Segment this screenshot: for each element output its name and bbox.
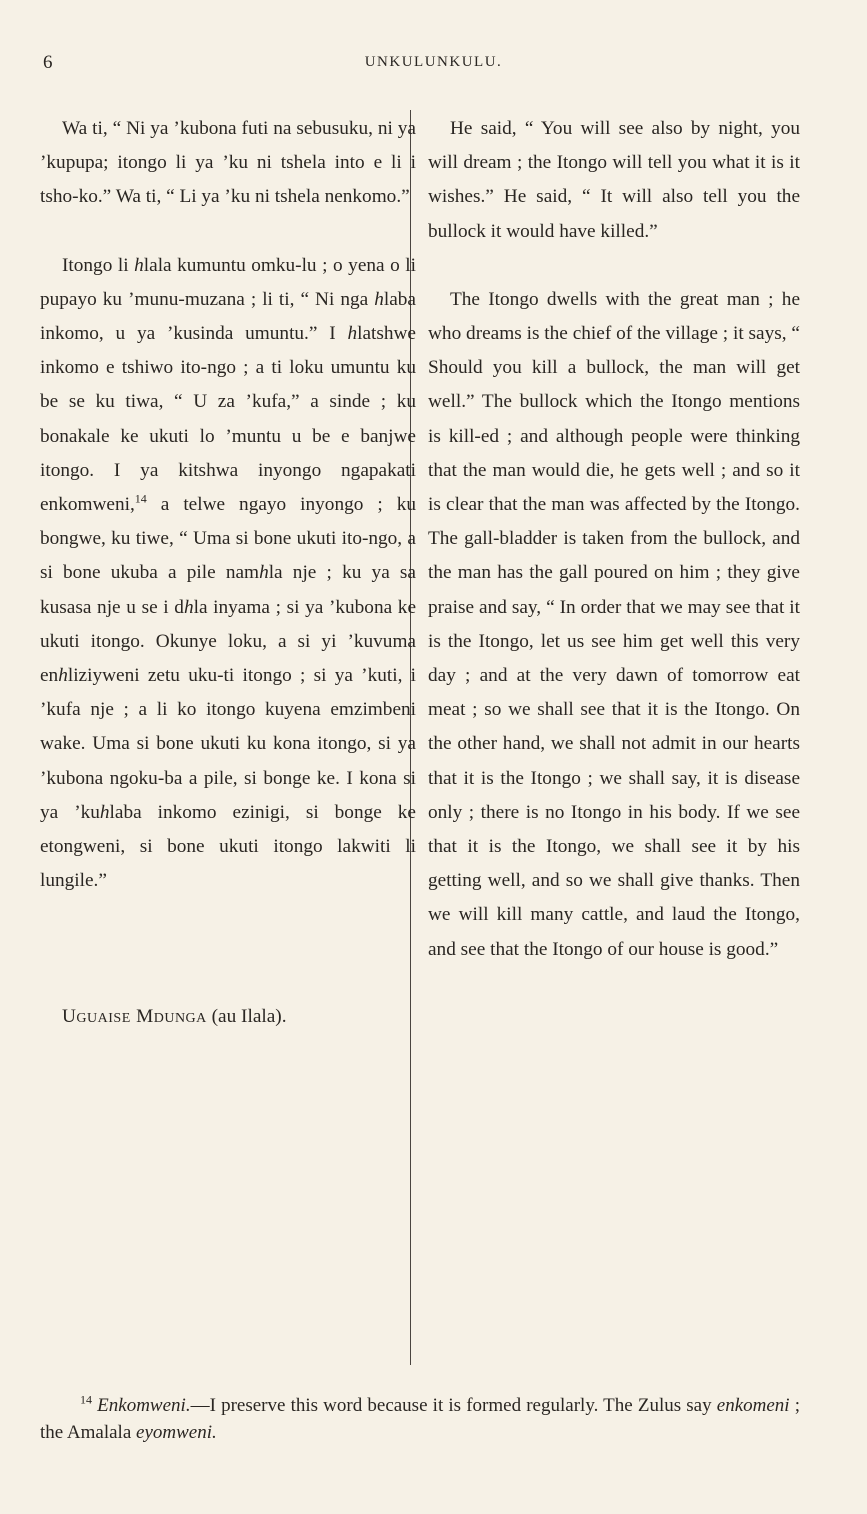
zulu-column [40,112,416,1035]
english-paragraph-2: The Itongo dwells with the great man ; he who dreams is the chief of the village ; it says, “ Should you kill a bullock, the man will get well.” The bullock which the Itongo mentions is kill-ed ; and although people were thinking that the man would die, he gets well ; and so it is clear that the man was affected by the Itongo. The gall-bladder is taken from the bullock, and the man has the gall poured on him ; they give praise and say, “ In order that we may see that it is the Itongo, let us see him get well this very day ; and at the very dawn of tomorrow eat meat ; so we shall see that it is the Itongo. On the other hand, we shall not admit in our hearts that it is the Itongo ; we shall say, it is disease only ; there is no Itongo in his body. If we see that it is the Itongo, we shall see it by his getting well, and so we shall give thanks. Then we will kill many cattle, and laud the Itongo, and see that the Itongo of our house is good.” [428,288,800,960]
signature-name: Uguaise Mdunga [62,1006,207,1028]
footnote-marker: 14 [80,1392,92,1407]
signature [40,1000,416,1034]
footnote-term-3: eyomweni. [136,1422,217,1443]
page-header [0,52,867,82]
english-column [428,112,800,967]
footnote [40,1392,800,1446]
page-number: 6 [43,52,53,73]
zulu-paragraph-2: Itongo li hlala kumuntu omku-lu ; o yena o li pupayo ku ’munu-muzana ; li ti, “ Ni nga hlaba inkomo, u ya ’kusinda umuntu.” I hlatshwe inkomo e tshiwo ito-ngo ; a ti loku umuntu ku be se ku tiwa, “ U za ’kufa,” a sinde ; ku bonakale ke ukuti lo ’muntu u be e banjwe itongo. I ya kitshwa inyongo ngapakati enkomweni,$^{14}$ a telwe ngayo inyongo ; ku bongwe, ku tiwe, “ Uma si bone ukuti ito-ngo, a si bone ukuba a pile namhla nje ; ku ya sa kusasa nje u se i dhla inyama ; si ya ’kubona ke ukuti itongo. Okunye loku, a si yi ’kuvuma enhliziyweni zetu uku-ti itongo ; si ya ’kuti, i ’kufa nje ; a li ko itongo kuyena emzimbeni wake. Uma si bone ukuti ku kona itongo, si ya ’kubona ngoku-ba a pile, si bonge ke. I kona si ya ’kuhlaba inkomo ezinigi, si bonge ke etongweni, si bone ukuti itongo lakwiti li lungile.” [40,254,417,892]
footnote-term: Enkomweni. [97,1395,191,1416]
footnote-term-2: enkomeni [716,1395,790,1416]
zulu-paragraph-1: Wa ti, “ Ni ya ’kubona futi na sebusuku, ni ya ’kupupa; itongo li ya ’ku ni tshela into e li i tsho-ko.” Wa ti, “ Li ya ’ku ni tshela nenkomo.” [40,118,416,208]
running-title: UNKULUNKULU. [364,54,503,70]
footnote-text: —I preserve this word because it is formed regularly. The Zulus say [190,1395,712,1416]
signature-alias: (au Ilala). [211,1006,287,1028]
english-paragraph-1: He said, “ You will see also by night, you will dream ; the Itongo will tell you what it is it wishes.” He said, “ It will also tell you the bullock it would have killed.” [428,118,800,242]
footnote-text-2: ; the Amalala [40,1395,801,1443]
